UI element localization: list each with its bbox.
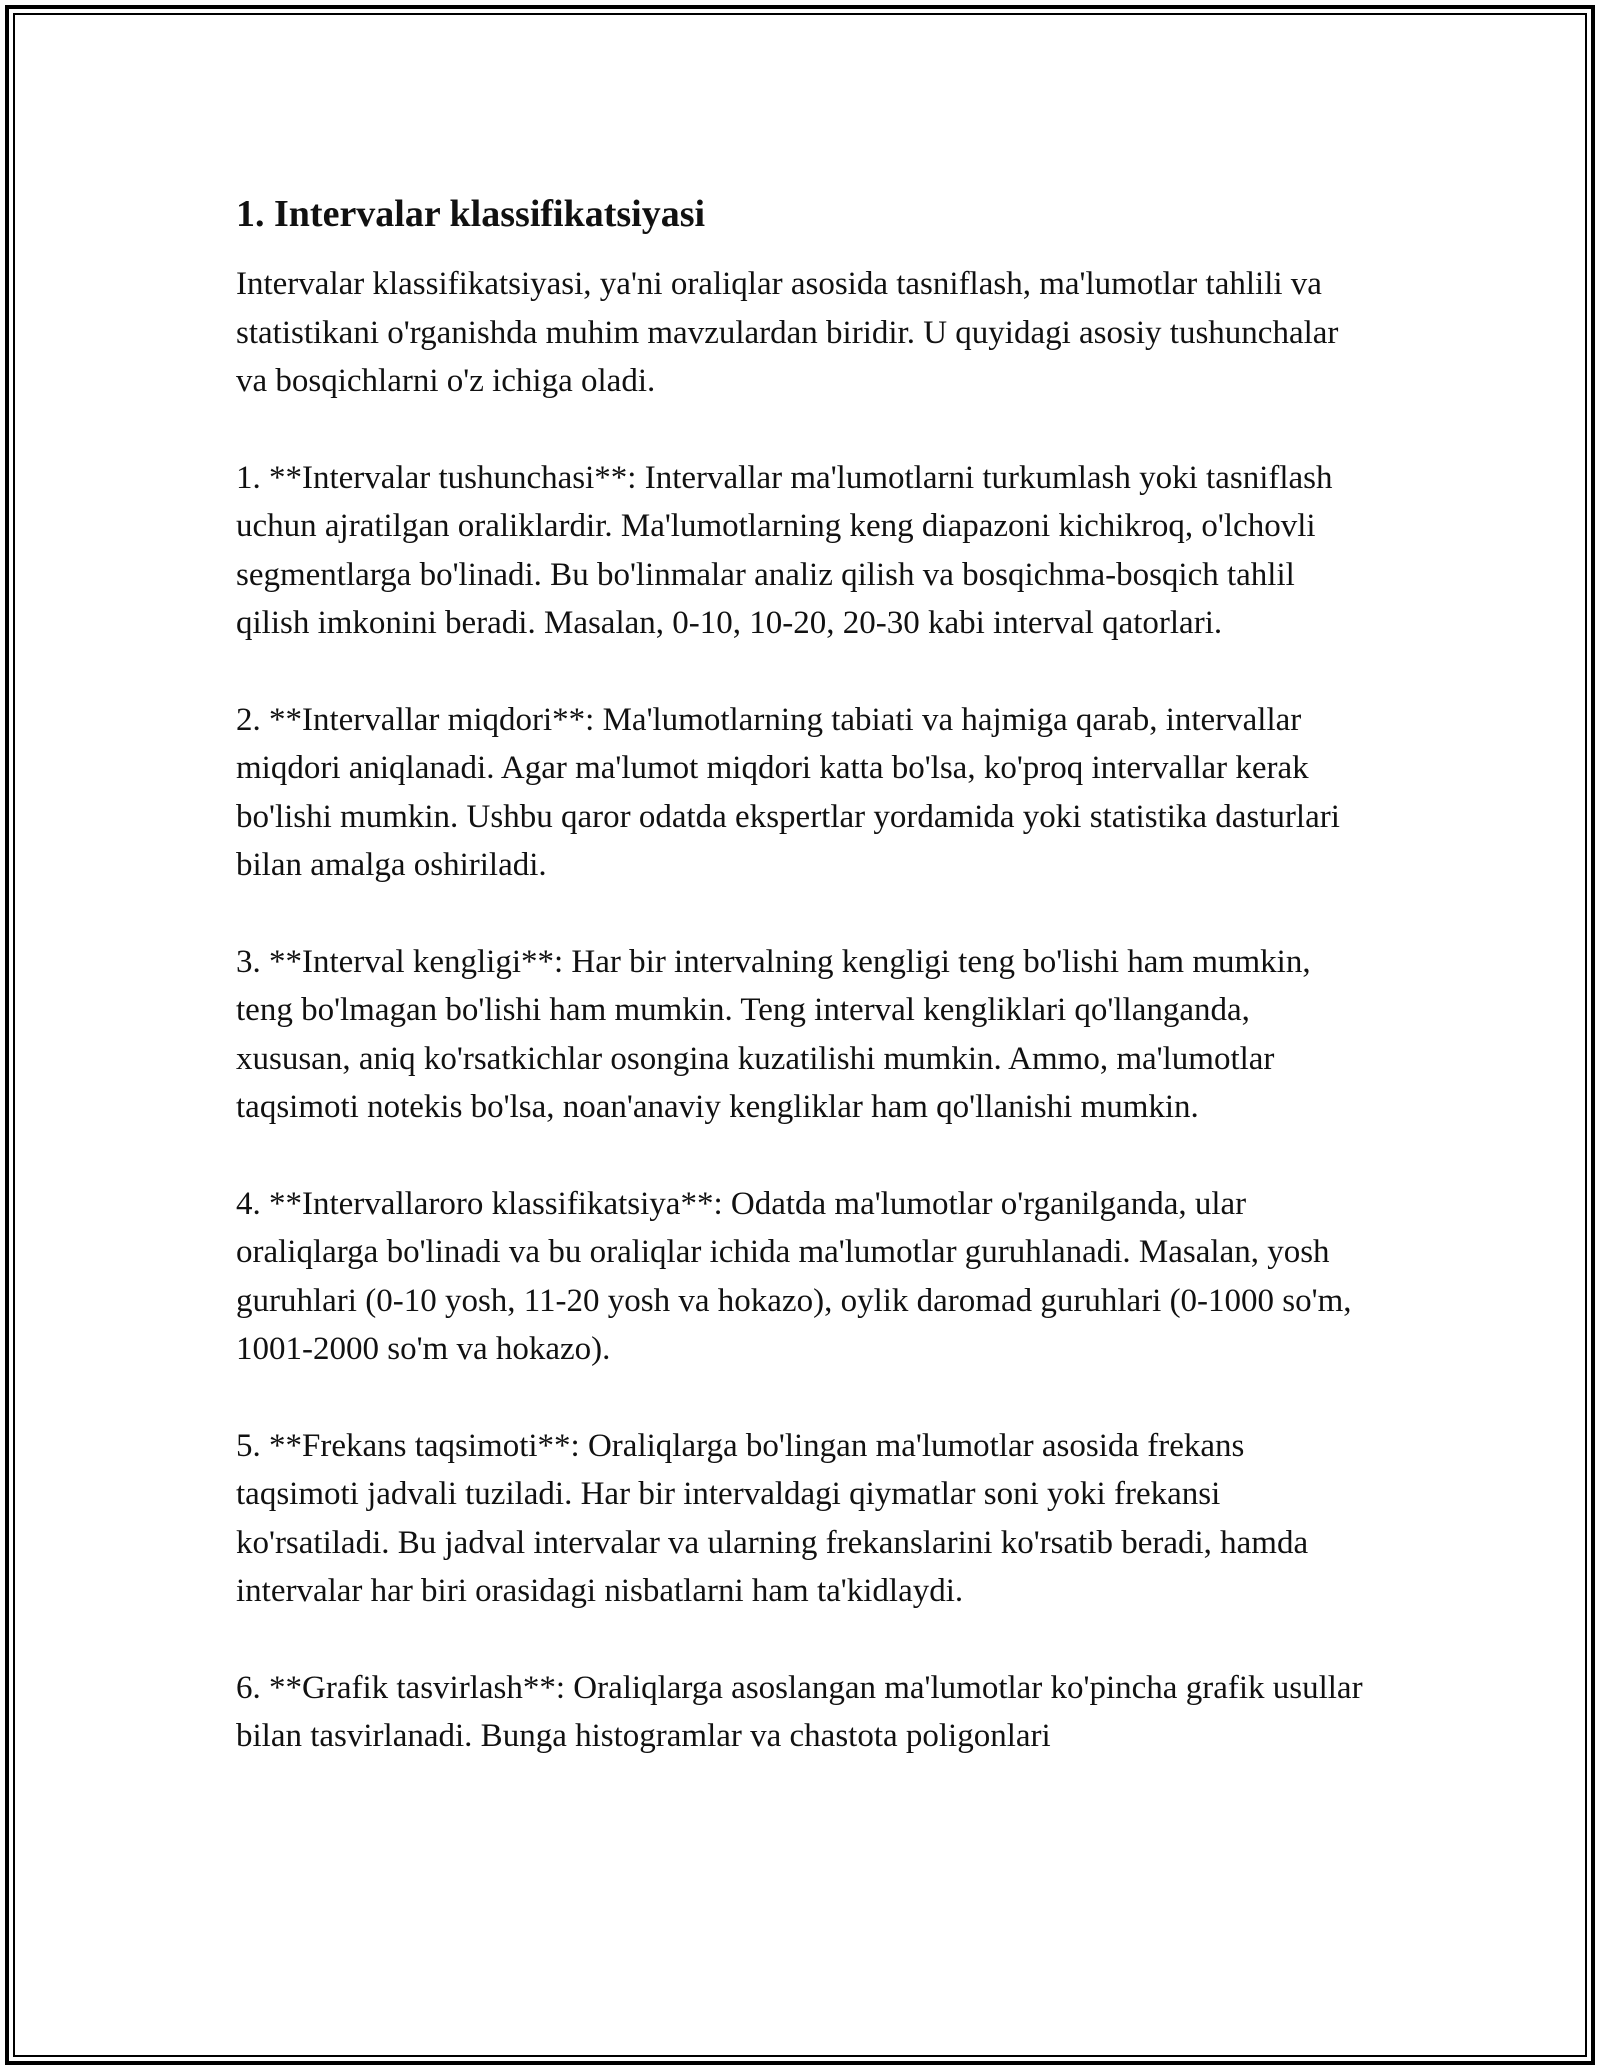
paragraph-interval-classification: 4. **Intervallaroro klassifikatsiya**: Odatda ma'lumotlar o'rganilganda, ular oraliqlarga bo'linadi va bu oraliqlar ichida ma'lumotlar guruhlanadi. Masalan, yosh guruhlari (0-10 yosh, 11-20 yosh va hokazo), oylik daromad guruhlari (0-1000 so'm, 1001-2000 so'm va hokazo). [236,1185,1352,1367]
intro-paragraph: Intervalar klassifikatsiyasi, ya'ni oraliqlar asosida tasniflash, ma'lumotlar tahlili va statistikani o'rganishda muhim mavzulardan biridir. U quyidagi asosiy tushunchalar va bosqichlarni o'z ichiga oladi. [236,266,1339,399]
section-title: 1. Intervalar klassifikatsiyasi [236,193,706,235]
paragraph-intervals-concept: 1. **Intervalar tushunchasi**: Intervallar ma'lumotlarni turkumlash yoki tasniflash uchun ajratilgan oraliklardir. Ma'lumotlarning keng diapazoni kichikroq, o'lchovli segmentlarga bo'linadi. Bu bo'linmalar analiz qilish va bosqichma-bosqich tahlil qilish imkonini beradi. Masalan, 0-10, 10-20, 20-30 kabi interval qatorlari. [236,459,1333,641]
paragraph-intervals-count: 2. **Intervallar miqdori**: Ma'lumotlarning tabiati va hajmiga qarab, intervallar miqdori aniqlanadi. Agar ma'lumot miqdori katta bo'lsa, ko'proq intervallar kerak bo'lishi mumkin. Ushbu qaror odatda ekspertlar yordamida yoki statistika dasturlari bilan amalga oshiriladi. [236,701,1340,883]
document-body [236,188,1366,1761]
paragraph-graphic-representation: 6. **Grafik tasvirlash**: Oraliqlarga asoslangan ma'lumotlar ko'pincha grafik usullar bilan tasvirlanadi. Bunga histogramlar va chastota poligonlari [236,1669,1363,1754]
paragraph-interval-width: 3. **Interval kengligi**: Har bir intervalning kengligi teng bo'lishi ham mumkin, teng bo'lmagan bo'lishi ham mumkin. Teng interval kengliklari qo'llanganda, xususan, aniq ko'rsatkichlar osongina kuzatilishi mumkin. Ammo, ma'lumotlar taqsimoti notekis bo'lsa, noan'anaviy kengliklar ham qo'llanishi mumkin. [236,943,1311,1125]
paragraph-frequency-distribution: 5. **Frekans taqsimoti**: Oraliqlarga bo'lingan ma'lumotlar asosida frekans taqsimoti jadvali tuziladi. Har bir intervaldagi qiymatlar soni yoki frekansi ko'rsatiladi. Bu jadval intervalar va ularning frekanslarini ko'rsatib beradi, hamda intervalar har biri orasidagi nisbatlarni ham ta'kidlaydi. [236,1427,1309,1609]
